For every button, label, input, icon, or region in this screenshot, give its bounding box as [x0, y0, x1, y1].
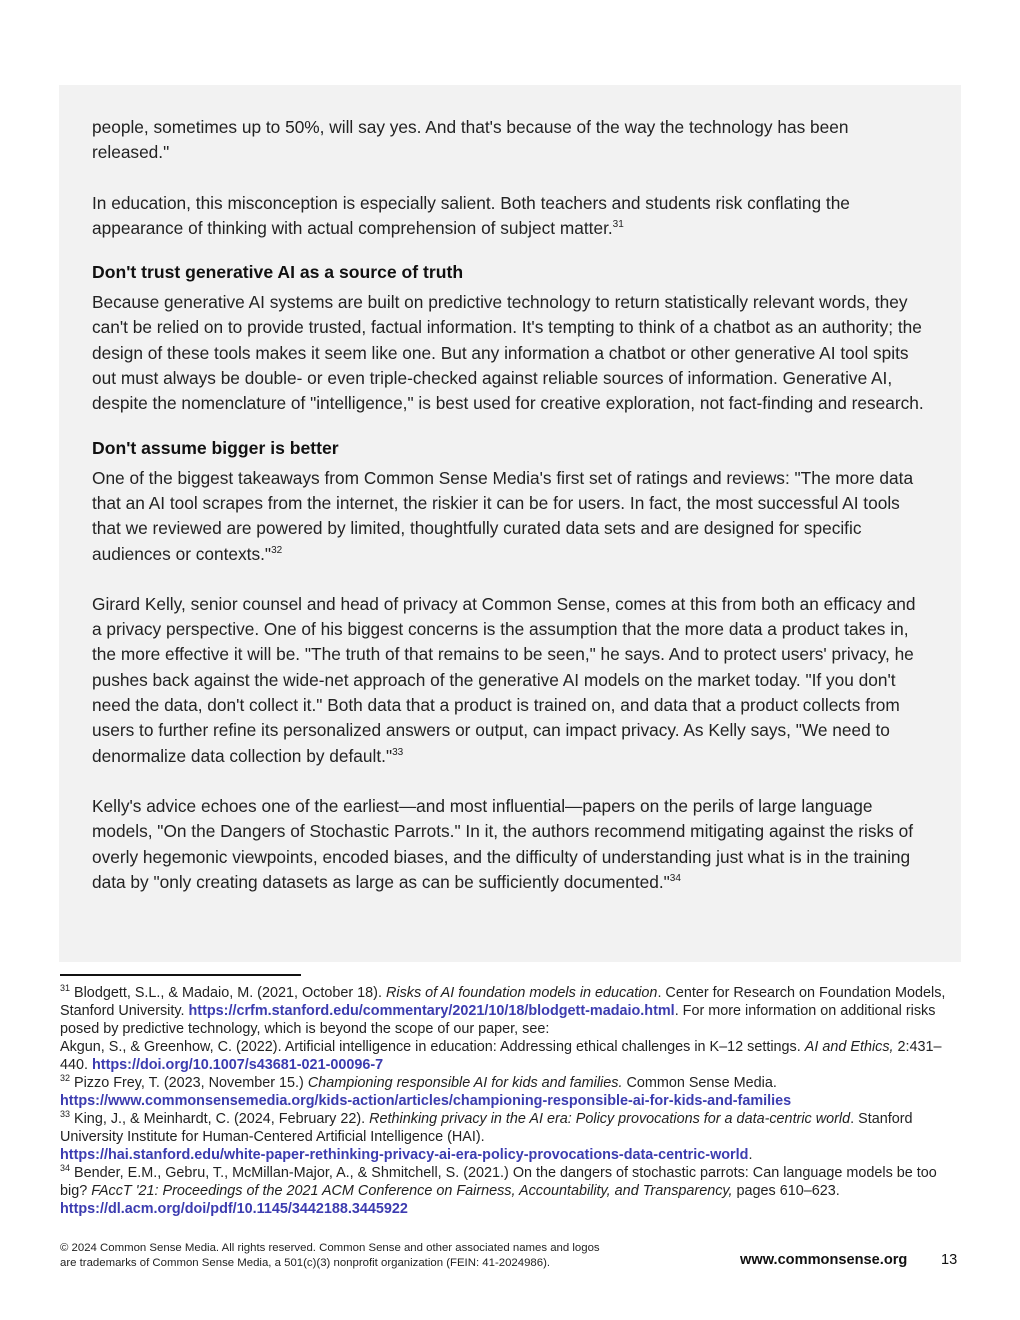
- section-heading: Don't trust generative AI as a source of truth: [92, 262, 464, 283]
- section-heading: Don't assume bigger is better: [92, 437, 339, 458]
- footnote-link[interactable]: https://dl.acm.org/doi/pdf/10.1145/3442188.3445922: [60, 1201, 408, 1217]
- footnote-ref: 31: [612, 219, 624, 231]
- callout-box: [59, 85, 961, 962]
- copyright-notice: © 2024 Common Sense Media. All rights reserved. Common Sense and other associated names and logos are trademarks of Common Sense Media, a 501(c)(3) nonprofit organization (FEIN: 41-2024986).: [60, 1242, 600, 1269]
- paragraph: Because generative AI systems are built on predictive technology to return statistically relevant words, they can't be relied on to provide trusted, factual information. It's tempting to think of a chatbot as an authority; the design of these tools makes it seem like one. But any information a chatbot or other generative AI tool spits out must always be double- or even triple-checked against reliable sources of information. Generative AI, despite the nomenclature of "intelligence," is best used for creative exploration, not fact-finding and research.: [92, 292, 924, 414]
- footnote-ref: 34: [669, 873, 681, 885]
- footnotes: [60, 984, 962, 1218]
- page-number: 13: [941, 1252, 958, 1268]
- paragraph: Kelly's advice echoes one of the earliest—and most influential—papers on the perils of large language models, "On the Dangers of Stochastic Parrots." In it, the authors recommend mitigating against the risks of overly hegemonic viewpoints, encoded biases, and the difficulty of understanding just what is in the training data by "only creating datasets as large as can be sufficiently documented."$^{34}$: [92, 795, 914, 892]
- paragraph: In education, this misconception is especially salient. Both teachers and students risk conflating the appearance of thinking with actual comprehension of subject matter.$^{31}$: [92, 192, 850, 238]
- footnote-ref: 32: [271, 544, 283, 556]
- paragraph: One of the biggest takeaways from Common Sense Media's first set of ratings and reviews: "The more data that an AI tool scrapes from the internet, the riskier it can be for users. In fact, the most successful AI tools that we reviewed are powered by limited, thoughtfully curated data sets and are designed for specific audiences or contexts."$^{32}$: [92, 467, 914, 564]
- footnote-divider: [60, 974, 301, 976]
- footnote-31: $^{31}$ Blodgett, S.L., & Madaio, M. (2021, October 18). Risks of AI foundation models in education. Center for Research on Foundation Models, Stanford University. https://crfm.stanford.edu/commentary/2021/10/18/blodgett-madaio.html. For more information on additional risks posed by predictive technology, which is beyond the scope of our paper, see:: [60, 983, 946, 1037]
- footnote-link[interactable]: https://crfm.stanford.edu/commentary/2021/10/18/blodgett-madaio.html: [188, 1003, 675, 1019]
- footnote-link[interactable]: https://hai.stanford.edu/white-paper-rethinking-privacy-ai-era-policy-provocations-data-centric-world: [60, 1147, 749, 1163]
- footnote-link[interactable]: https://doi.org/10.1007/s43681-021-00096-7: [92, 1057, 384, 1073]
- footnote-link[interactable]: https://www.commonsensemedia.org/kids-action/articles/championing-responsible-ai-for-kids-and-families: [60, 1093, 792, 1109]
- footnote-33: $^{33}$ King, J., & Meinhardt, C. (2024, February 22). Rethinking privacy in the AI era: Policy provocations for a data-centric world. Stanford University Institute for Human-Centered Artificial Intelligence (HAI). https://hai.stanford.edu/white-paper-rethinking-privacy-ai-era-policy-provocations-data-centric-world.: [60, 1109, 913, 1163]
- footnote-32: $^{32}$ Pizzo Frey, T. (2023, November 15.) Championing responsible AI for kids and families. Common Sense Media. https://www.commonsensemedia.org/kids-action/articles/championing-responsible-ai-for-kids-and-families: [60, 1073, 792, 1109]
- paragraph: people, sometimes up to 50%, will say yes. And that's because of the way the technology has been released.": [92, 117, 849, 163]
- footnote-ref: 33: [392, 746, 404, 758]
- footnote-31-continued: Akgun, S., & Greenhow, C. (2022). Artificial intelligence in education: Addressing ethical challenges in K–12 settings. AI and Ethics, 2:431–440. https://doi.org/10.1007/s43681-021-00096-7: [60, 1039, 942, 1073]
- footnote-34: $^{34}$ Bender, E.M., Gebru, T., McMillan-Major, A., & Shmitchell, S. (2021.) On the dangers of stochastic parrots: Can language models be too big? FAccT '21: Proceedings of the 2021 ACM Conference on Fairness, Accountability, and Transparency, pages 610–623. https://dl.acm.org/doi/pdf/10.1145/3442188.3445922: [60, 1163, 937, 1217]
- website-link[interactable]: www.commonsense.org: [740, 1252, 908, 1268]
- paragraph: Girard Kelly, senior counsel and head of privacy at Common Sense, comes at this from both an efficacy and a privacy perspective. One of his biggest concerns is the assumption that the more data a product takes in, the more effective it will be. "The truth of that remains to be seen," he says. And to protect users' privacy, he pushes back against the wide-net approach of the generative AI models on the market today. "If you don't need the data, don't collect it." Both data that a product is trained on, and data that a product collects from users to further refine its personalized answers or output, can impact privacy. As Kelly says, "We need to denormalize data collection by default."$^{33}$: [92, 593, 916, 766]
